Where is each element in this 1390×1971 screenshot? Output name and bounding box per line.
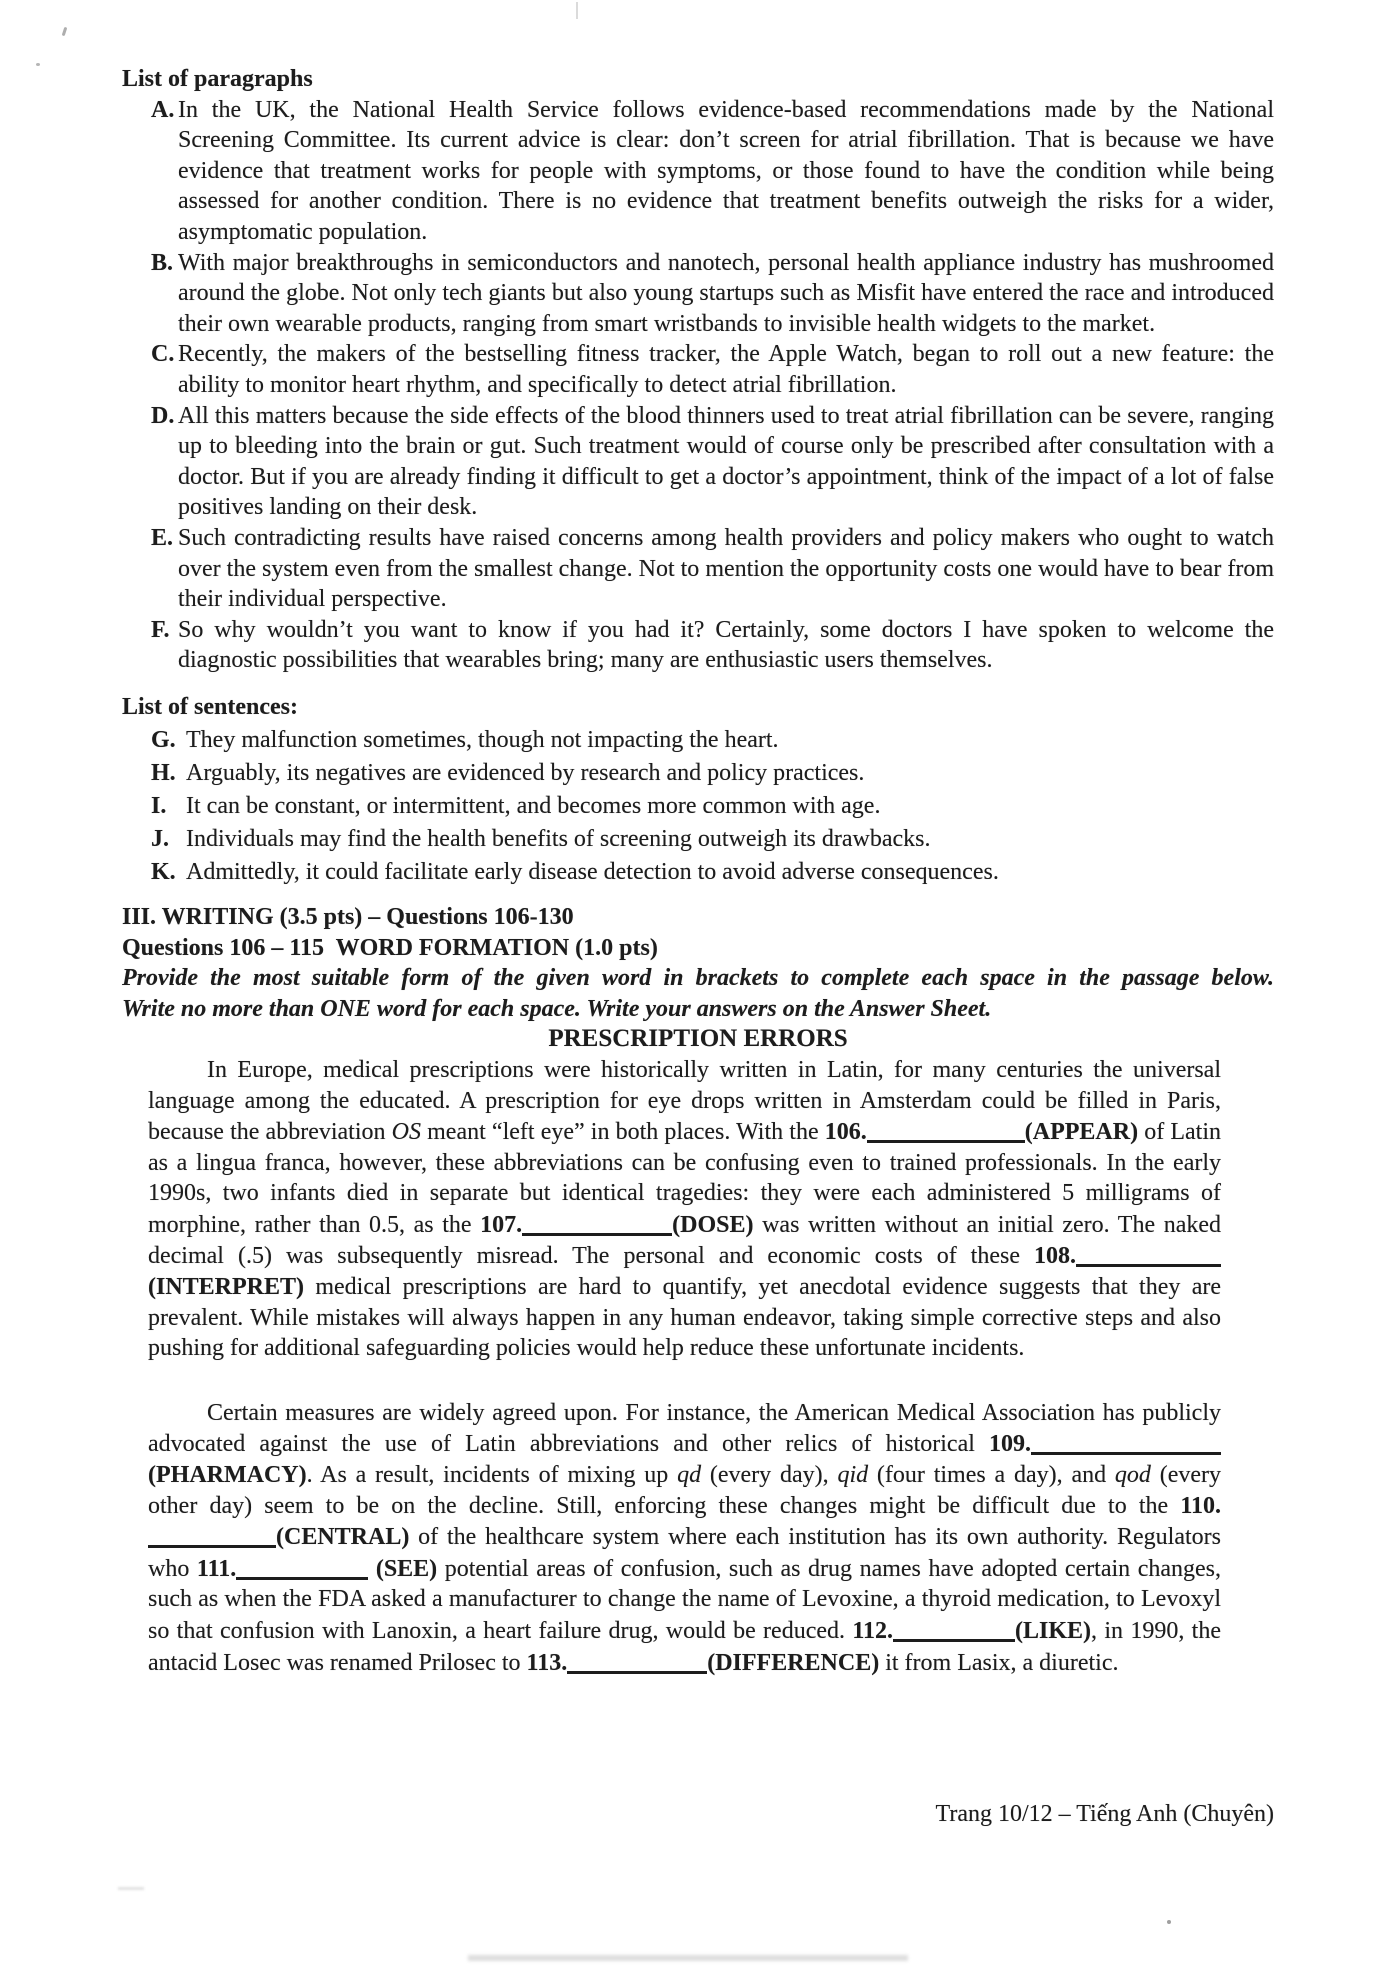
writing-section-heading: III. WRITING (3.5 pts) – Questions 106-130 xyxy=(122,903,574,930)
italic-term: qod xyxy=(1114,1462,1151,1489)
sentence-item-text: Individuals may find the health benefits of screening outweigh its drawbacks. xyxy=(186,826,931,853)
question-number-108: 108. xyxy=(1034,1243,1076,1270)
page-footer: Trang 10/12 – Tiếng Anh (Chuyên) xyxy=(935,1801,1274,1827)
paragraph-item-c xyxy=(122,339,1274,400)
sentence-item-label: H. xyxy=(151,760,176,787)
scan-artifact xyxy=(118,1887,144,1890)
italic-term: qid xyxy=(837,1462,869,1489)
sentence-item-j xyxy=(122,824,1274,855)
paragraph-item-label: D. xyxy=(151,402,175,429)
word-cue: (PHARMACY) xyxy=(148,1462,307,1489)
paragraph-item-b xyxy=(122,248,1274,340)
question-number-112: 112. xyxy=(852,1618,894,1644)
italic-term: OS xyxy=(391,1119,421,1146)
sentence-item-text: Admittedly, it could facilitate early disease detection to avoid adverse consequences. xyxy=(186,859,999,886)
paragraph-item-text: So why wouldn’t you want to know if you had it? Certainly, some doctors I have spoken to welcome the diagnostic possibilities that wearables bring; many are enthusiastic users themselves. xyxy=(178,616,1274,674)
scan-artifact xyxy=(62,27,68,36)
word-cue: (LIKE) xyxy=(1015,1618,1092,1644)
scan-artifact xyxy=(468,1955,908,1961)
paragraph-item-label: C. xyxy=(151,341,175,368)
paragraph-item-f xyxy=(122,615,1274,676)
answer-blank-110 xyxy=(148,1521,276,1548)
sentence-item-label: J. xyxy=(151,826,169,853)
answer-blank-108 xyxy=(1076,1240,1221,1267)
paragraph-item-label: A. xyxy=(151,96,175,123)
answer-blank-113 xyxy=(567,1647,707,1674)
word-cue: (DOSE) xyxy=(672,1211,754,1238)
sentence-item-label: G. xyxy=(151,726,176,753)
sentence-list-section xyxy=(122,692,1274,888)
sentence-item-k xyxy=(122,857,1274,888)
word-cue: (INTERPRET) xyxy=(148,1274,305,1301)
sentence-item-g xyxy=(122,725,1274,756)
paragraph-item-label: B. xyxy=(151,249,174,276)
answer-blank-106 xyxy=(867,1116,1025,1143)
word-formation-heading: Questions 106 – 115 WORD FORMATION (1.0 pts) xyxy=(122,934,658,961)
paragraph-item-label: F. xyxy=(151,616,170,643)
word-cue: (SEE) xyxy=(375,1555,438,1582)
word-cue: (CENTRAL) xyxy=(276,1524,410,1551)
answer-blank-107 xyxy=(522,1209,672,1236)
question-number-109: 109. xyxy=(989,1431,1031,1458)
question-number-111: 111. xyxy=(196,1555,237,1582)
sentence-item-h xyxy=(122,758,1274,789)
paragraph-item-text: Recently, the makers of the bestselling fitness tracker, the Apple Watch, began to roll out a new feature: the ability to monitor heart rhythm, and specifically to detect atrial fibrillation. xyxy=(178,341,1274,398)
word-cue: (APPEAR) xyxy=(1024,1119,1139,1146)
sentence-item-label: I. xyxy=(151,793,167,820)
answer-blank-112 xyxy=(893,1615,1015,1642)
sentence-item-i xyxy=(122,791,1274,822)
sentence-item-text: They malfunction sometimes, though not impacting the heart. xyxy=(186,726,779,753)
answer-blank-111 xyxy=(236,1553,368,1580)
paragraph-item-e xyxy=(122,523,1274,615)
question-number-110: 110. xyxy=(1180,1492,1221,1519)
passage-title: PRESCRIPTION ERRORS xyxy=(548,1025,848,1053)
scan-artifact xyxy=(1167,1920,1171,1924)
paragraph-list-section xyxy=(122,64,1274,676)
paragraph-item-text: With major breakthroughs in semiconductors and nanotech, personal health appliance industry has mushroomed around the globe. Not only tech giants but also young startups such as Misfit have entered the race and introduced their own wearable products, ranging from smart wristbands to invisible health widgets to the market. xyxy=(178,249,1274,337)
italic-term: qd xyxy=(677,1462,702,1489)
writing-section xyxy=(122,902,1274,1678)
scan-artifact xyxy=(576,2,578,19)
sentence-list-heading: List of sentences: xyxy=(122,693,298,720)
paragraph-item-a xyxy=(122,95,1274,248)
passage-paragraph-2: Certain measures are widely agreed upon. For instance, the American Medical Association has publicly advocated against the use of Latin abbreviations and other relics of historical 109.(PHARMACY). As a result, incidents of mixing up qd (every day), qid (four times a day), and qod (every other day) seem to be on the decline. Still, enforcing these changes might be difficult due to the 110.(CENTRAL) of the healthcare system where each institution has its own authority. Regulators who 111. (SEE) potential areas of confusion, such as drug names have adopted certain changes, such as when the FDA asked a manufacturer to change the name of Levoxine, a thyroid medication, to Levoxyl so that confusion with Lanoxin, a heart failure drug, would be reduced. 112. (LIKE), in 1990, the antacid Losec was renamed Prilosec to 113. (DIFFERENCE) it from Lasix, a diuretic. xyxy=(148,1399,1222,1676)
paragraph-item-text: In the UK, the National Health Service follows evidence-based recommendations made by the National Screening Committee. Its current advice is clear: don’t screen for atrial fibrillation. That is because we have evidence that treatment works for people with symptoms, or those found to have the condition while being assessed for another condition. There is no evidence that treatment benefits outweigh the risks for a wider, asymptomatic population. xyxy=(178,96,1274,245)
question-number-113: 113. xyxy=(526,1649,568,1676)
sentence-item-label: K. xyxy=(151,859,176,886)
answer-blank-109 xyxy=(1031,1428,1221,1455)
paragraph-list-heading: List of paragraphs xyxy=(122,66,313,92)
paragraph-item-d xyxy=(122,401,1274,523)
sentence-item-text: It can be constant, or intermittent, and becomes more common with age. xyxy=(186,793,881,820)
instructions-line-2: Write no more than ONE word for each space. Write your answers on the Answer Sheet. xyxy=(122,995,992,1022)
paragraph-item-label: E. xyxy=(151,524,174,551)
paragraph-item-text: All this matters because the side effects of the blood thinners used to treat atrial fibrillation can be severe, ranging up to bleeding into the brain or gut. Such treatment would of course only be prescribed after consultation with a doctor. But if you are already finding it difficult to get a doctor’s appointment, think of the impact of a lot of false positives landing on their desk. xyxy=(178,402,1274,521)
question-number-106: 106. xyxy=(824,1119,867,1146)
passage-paragraph-1: In Europe, medical prescriptions were historically written in Latin, for many centuries the universal language among the educated. A prescription for eye drops written in Amsterdam could be filled in Paris, because the abbreviation OS meant “left eye” in both places. With the 106. (APPEAR) of Latin as a lingua franca, however, these abbreviations can be confusing even to trained professionals. In the early 1990s, two infants died in separate but identical tragedies: they were each administered 5 milligrams of morphine, rather than 0.5, as the 107. (DOSE) was written without an initial zero. The naked decimal (.5) was subsequently misread. The personal and economic costs of these 108.(INTERPRET) medical prescriptions are hard to quantify, yet anecdotal evidence suggests that they are prevalent. While mistakes will always happen in any human endeavor, taking simple corrective steps and also pushing for additional safeguarding policies would help reduce these unfortunate incidents. xyxy=(148,1056,1221,1362)
word-cue: (DIFFERENCE) xyxy=(707,1649,880,1676)
scan-artifact xyxy=(36,63,40,66)
sentence-item-text: Arguably, its negatives are evidenced by research and policy practices. xyxy=(186,760,865,787)
page-content xyxy=(122,64,1274,1678)
paragraph-item-text: Such contradicting results have raised concerns among health providers and policy makers who ought to watch over the system even from the smallest change. Not to mention the opportunity costs one would have to bear from their individual perspective. xyxy=(178,524,1274,613)
instructions-line-1: Provide the most suitable form of the given word in brackets to complete each space in the passage below. xyxy=(122,965,1274,992)
question-number-107: 107. xyxy=(480,1211,523,1238)
